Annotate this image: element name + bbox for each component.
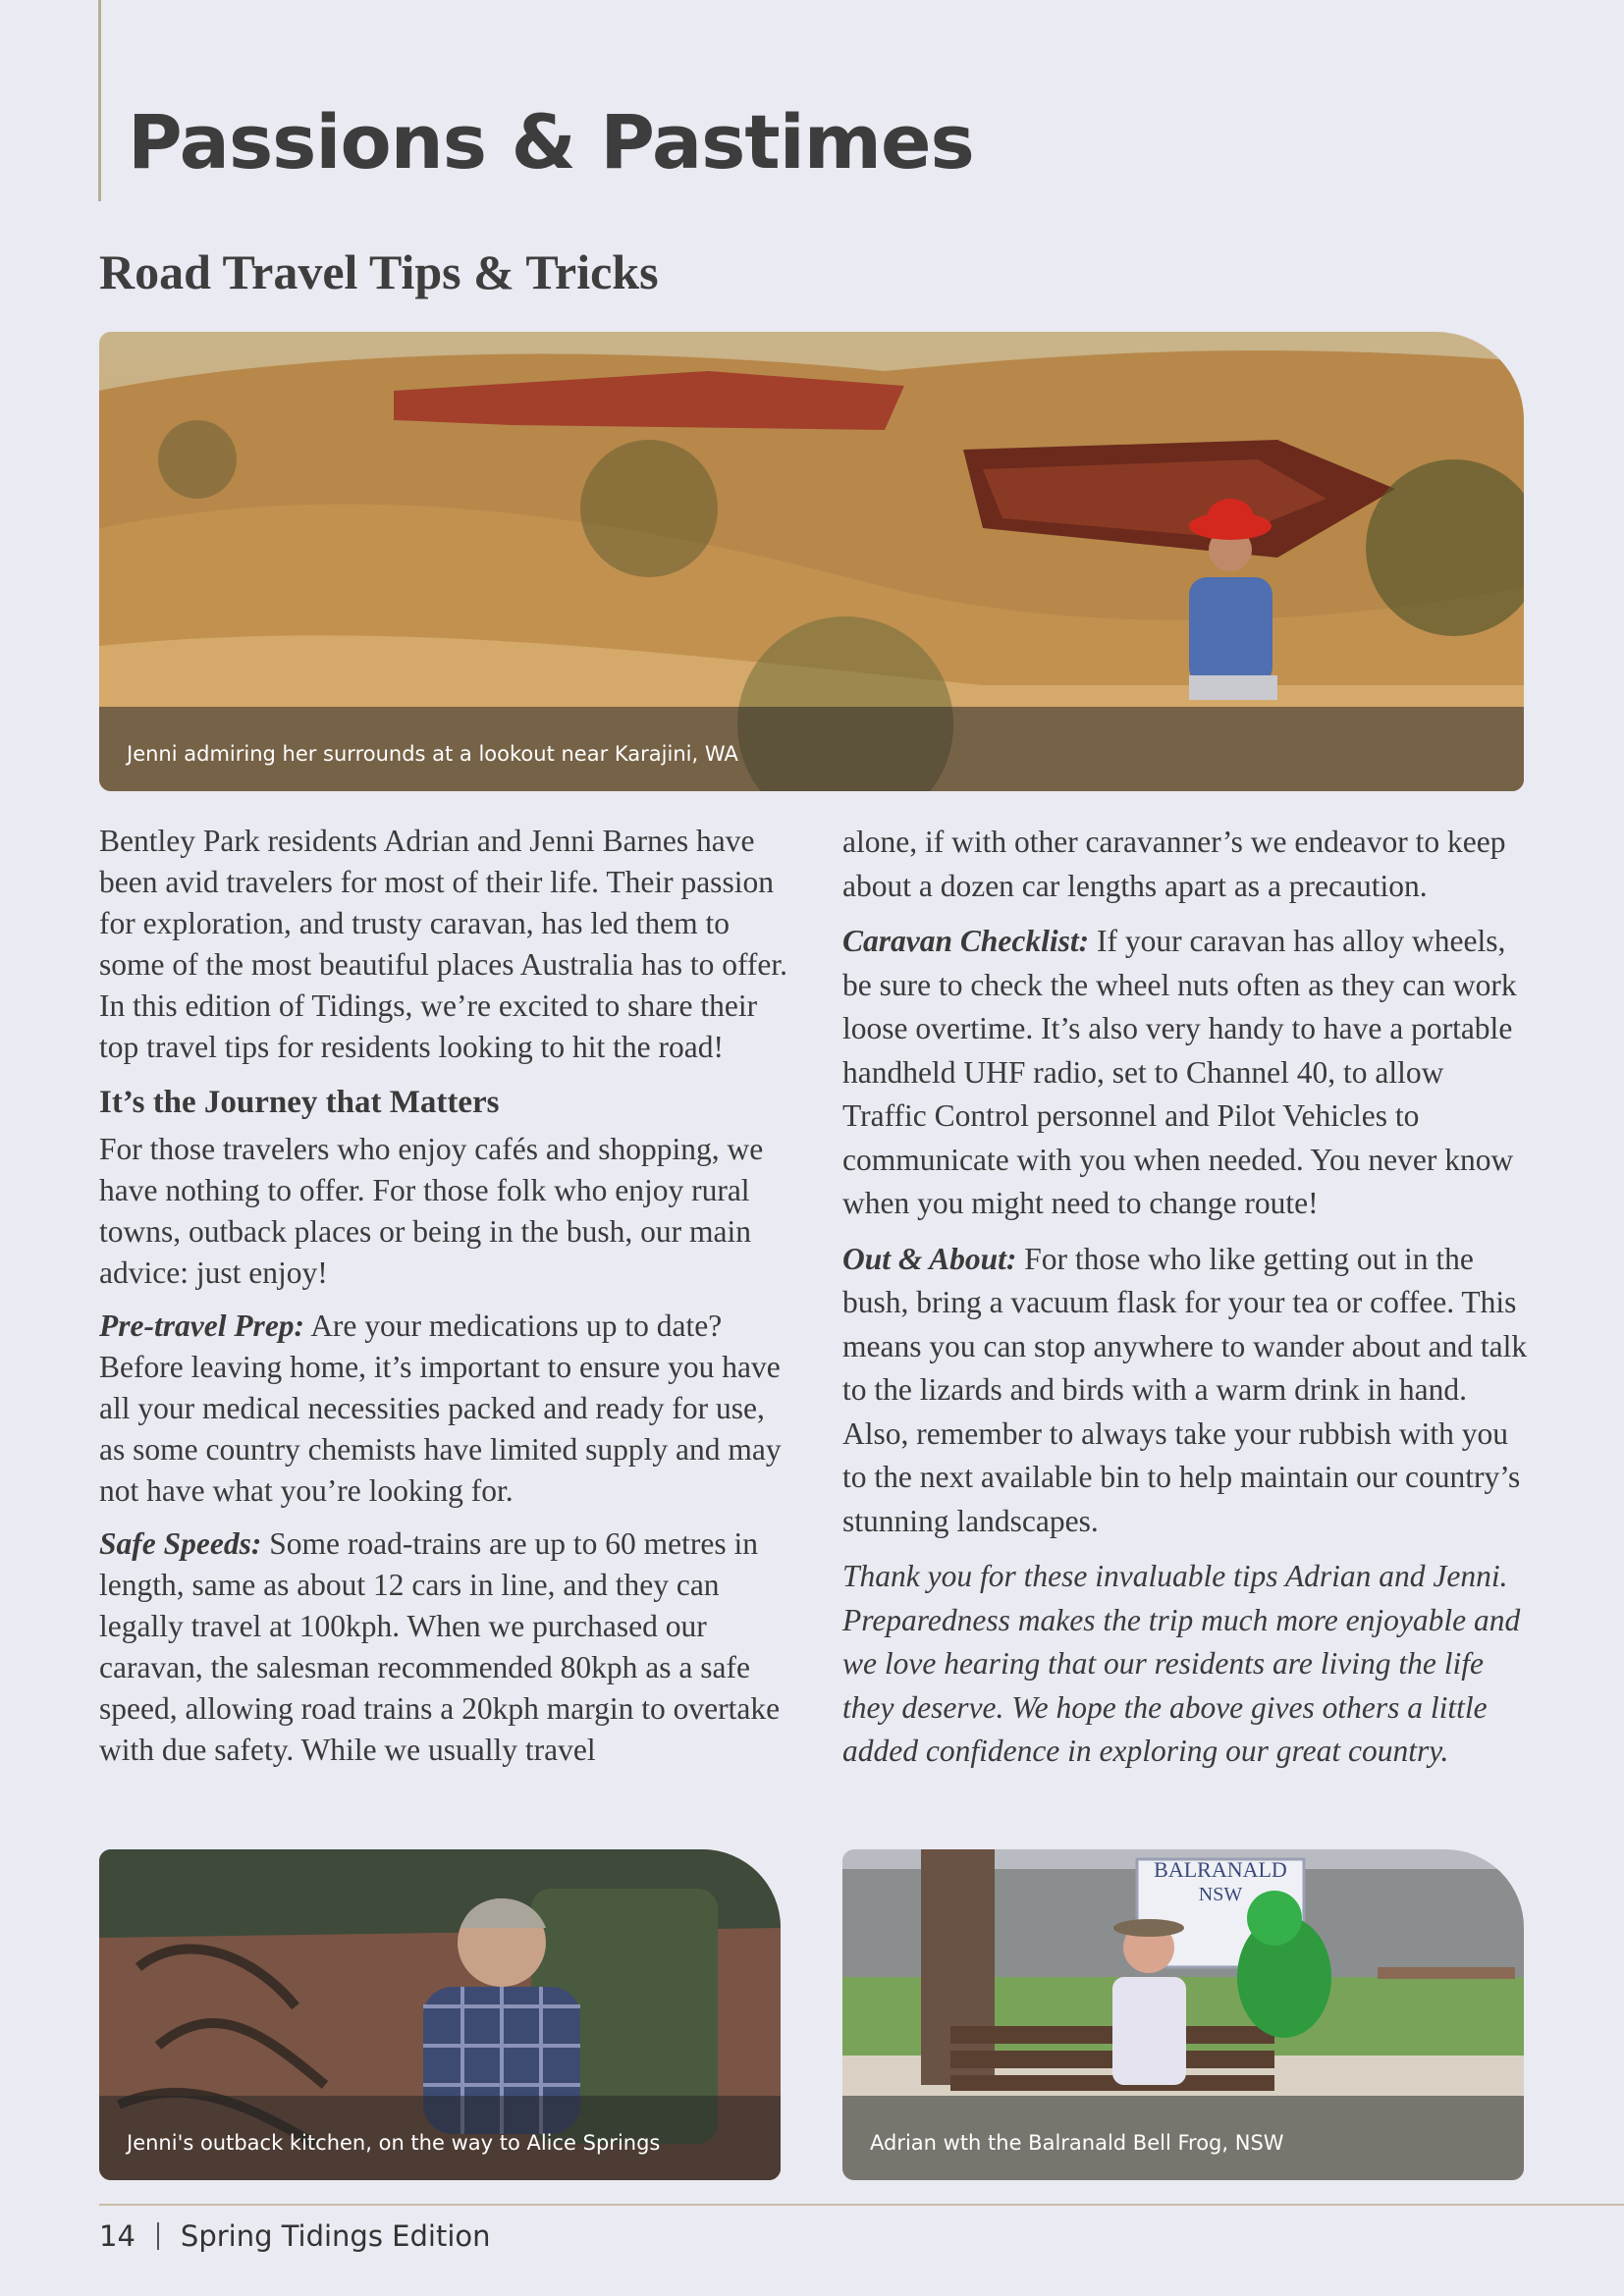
pretravel-label: Pre-travel Prep: (99, 1308, 305, 1343)
thanks-paragraph: Thank you for these invaluable tips Adrian and Jenni. Preparedness makes the trip much more enjoyable and we love hearing that our residents are living the life they deserve. We hope the above gives others a little added confidence in exploring our great country. (842, 1559, 1521, 1768)
pretravel-text: Are your medications up to date? Before leaving home, it’s important to ensure you have all your medical necessities packed and ready for use, as some country chemists have limited supply and may not have what you’re looking for. (99, 1308, 782, 1508)
speeds-continued-paragraph: alone, if with other caravanner’s we endeavor to keep about a dozen car lengths apart as a precaution. (842, 825, 1506, 903)
journey-paragraph: For those travelers who enjoy cafés and shopping, we have nothing to offer. For those folk who enjoy rural towns, outback places or being in the bush, our main advice: just enjoy! (99, 1132, 764, 1290)
speeds-paragraph (99, 1523, 791, 1771)
out-about-text: For those who like getting out in the bush, bring a vacuum flask for your tea or coffee. This means you can stop anywhere to wander about and talk to the lizards and birds with a warm drink in hand. Also, remember to always take your rubbish with you to the next available bin to help maintain our country’s stunning landscapes. (842, 1241, 1528, 1538)
balranald-photo (842, 1849, 1524, 2180)
out-about-paragraph (842, 1238, 1530, 1544)
speeds-label: Safe Speeds: (99, 1526, 262, 1561)
outback-kitchen-photo (99, 1849, 781, 2180)
page-number: 14 (99, 2219, 135, 2253)
checklist-paragraph (842, 920, 1530, 1226)
journey-subheading: It’s the Journey that Matters (99, 1085, 500, 1120)
balranald-caption: Adrian wth the Balranald Bell Frog, NSW (870, 2131, 1284, 2155)
article-column-right (842, 821, 1530, 1786)
checklist-label: Caravan Checklist: (842, 924, 1090, 958)
header-accent-rule (98, 0, 101, 201)
checklist-text: If your caravan has alloy wheels, be sure to check the wheel nuts often as they can work loose overtime. It’s also very handy to have a portable handheld UHF radio, set to Channel 40, to allow Traffic Control personnel and Pilot Vehicles to communicate with you when needed. You never know when you might need to change route! (842, 924, 1517, 1220)
hero-caption: Jenni admiring her surrounds at a lookout near Karajini, WA (127, 742, 738, 766)
pretravel-paragraph (99, 1306, 791, 1512)
out-about-label: Out & About: (842, 1241, 1017, 1276)
edition-name: Spring Tidings Edition (180, 2219, 491, 2253)
page-title: Passions & Pastimes (128, 98, 974, 186)
outback-kitchen-caption: Jenni's outback kitchen, on the way to Alice Springs (127, 2131, 661, 2155)
section-title: Road Travel Tips & Tricks (99, 244, 659, 299)
article-column-left (99, 821, 791, 1783)
sign-balranald-text: BALRANALD (1154, 1857, 1287, 1882)
hero-photo (99, 332, 1524, 791)
footer-separator (157, 2222, 159, 2250)
page-footer (99, 2219, 491, 2253)
footer-rule (99, 2204, 1624, 2206)
sign-nsw-text: NSW (1198, 1884, 1243, 1905)
speeds-text: Some road-trains are up to 60 metres in length, same as about 12 cars in line, and they can legally travel at 100kph. When we purchased our caravan, the salesman recommended 80kph as a safe speed, allowing road trains a 20kph margin to overtake with due safety. While we usually travel (99, 1526, 781, 1767)
intro-paragraph: Bentley Park residents Adrian and Jenni Barnes have been avid travelers for most of their life. Their passion for exploration, and trusty caravan, has led them to some of the most beautiful places Australia has to offer. In this edition of Tidings, we’re excited to share their top travel tips for residents looking to hit the road! (99, 824, 787, 1064)
